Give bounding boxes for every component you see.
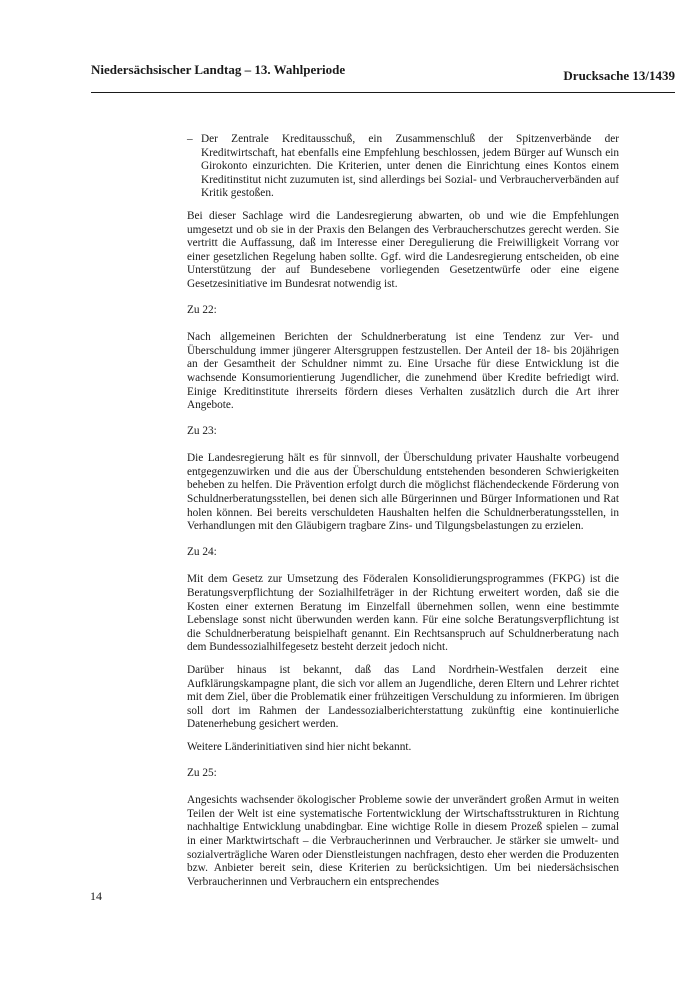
- section-heading-zu-23: Zu 23:: [187, 424, 217, 437]
- paragraph-zu-24-2: Darüber hinaus ist bekannt, daß das Land Nordrhein-Westfalen derzeit eine Aufklärungskampagne plant, die sich vor allem an Jugendliche, deren Eltern und Lehrer richtet mit dem Ziel, über die Problematik einer frühzeitigen Verschuldung zu informieren. Im übrigen soll dort im Rahmen der Landessozialberichterstattung zukünftig eine kontinuierliche Datenerhebung gesichert werden.: [187, 664, 619, 731]
- section-heading-zu-25: Zu 25:: [187, 766, 217, 779]
- page-number: 14: [90, 889, 102, 903]
- paragraph-zu-22: Nach allgemeinen Berichten der Schuldnerberatung ist eine Tendenz zur Ver- und Überschuldung immer jüngerer Altersgruppen festzustellen. Der Anteil der 18- bis 20jährigen an der Gesamtheit der Schuldner nimmt zu. Eine Ursache für diese Entwicklung ist die wachsende Konsumorientierung Jugendlicher, die zunehmend über Kredite befriedigt wird. Einige Kreditinstitute ihrerseits fördern dieses Verhalten zusätzlich durch die Art ihrer Angebote.: [187, 331, 619, 412]
- document-number: Drucksache 13/1439: [563, 68, 675, 83]
- paragraph-zu-25: Angesichts wachsender ökologischer Probleme sowie der unverändert großen Armut in weiten Teilen der Welt ist eine systematische Fortentwicklung der Wirtschaftsstrukturen in Richtung nachhaltige Entwicklung unabdingbar. Eine wichtige Rolle in diesem Prozeß spielen – zumal in einer Marktwirtschaft – die Verbraucherinnen und Verbraucher. Je stärker sie umwelt- und sozialverträgliche Waren oder Dienstleistungen nachfragen, desto eher werden die Produzenten bzw. Anbieter bereit sein, diese Kriterien zu berücksichtigen. Um bei niedersächsischen Verbraucherinnen und Verbrauchern ein entsprechendes: [187, 794, 619, 888]
- paragraph-zu-23: Die Landesregierung hält es für sinnvoll, der Überschuldung privater Haushalte vorbeugend entgegenzuwirken und die aus der Überschuldung entstehenden besonderen Schwierigkeiten beheben zu helfen. Die Prävention erfolgt durch die möglichst flächendeckende Förderung von Schuldnerberatungsstellen, bei denen sich alle Bürgerinnen und Bürger Informationen und Rat holen können. Bei bereits verschuldeten Haushalten helfen die Schuldnerberatungsstellen, in Verhandlungen mit den Gläubigern tragbare Zins- und Tilgungsbelastungen zu erzielen.: [187, 452, 619, 533]
- document-body: [187, 133, 619, 898]
- bullet-text: Der Zentrale Kreditausschuß, ein Zusammenschluß der Spitzenverbände der Kreditwirtschaft, hat ebenfalls eine Empfehlung beschlossen, jedem Bürger auf Wunsch ein Girokonto einzurichten. Die Kriterien, unter denen die Einrichtung eines Kontos einem Kreditinstitut nicht zuzumuten ist, sind allerdings bei Sozial- und Verbraucherverbänden auf Kritik gestoßen.: [201, 133, 619, 200]
- page-header: [91, 62, 675, 84]
- paragraph-zu-24-1: Mit dem Gesetz zur Umsetzung des Föderalen Konsolidierungsprogrammes (FKPG) ist die Beratungsverpflichtung der Sozialhilfeträger in der Richtung erweitert worden, daß sie die Kosten einer externen Beratung im Einzelfall übernehmen sollen, wenn eine bestimmte Lebenslage sonst nicht überwunden werden kann. Für eine solche Beratungsverpflichtung ist die Schuldnerberatung beispielhaft genannt. Ein Rechtsanspruch auf Schuldnerberatung nach dem Bundessozialhilfegesetz besteht derzeit jedoch nicht.: [187, 573, 619, 654]
- header-title: Niedersächsischer Landtag – 13. Wahlperiode: [91, 62, 346, 77]
- section-heading-zu-24: Zu 24:: [187, 545, 217, 558]
- header-divider: [91, 92, 675, 93]
- paragraph-sachlage: Bei dieser Sachlage wird die Landesregierung abwarten, ob und wie die Empfehlungen umgesetzt und ob sie in der Praxis den Belangen des Verbraucherschutzes gerecht werden. Sie vertritt die Auffassung, daß im Interesse einer Deregulierung die Freiwilligkeit Vorrang vor einer gesetzlichen Regelung haben sollte. Ggf. wird die Landesregierung entscheiden, ob eine Unterstützung der auf Bundesebene vorliegenden Gesetzentwürfe oder eine eigene Gesetzesinitiative im Bundesrat notwendig ist.: [187, 209, 619, 290]
- bullet-dash: –: [187, 133, 193, 145]
- paragraph-zu-24-3: Weitere Länderinitiativen sind hier nicht bekannt.: [187, 740, 412, 753]
- bullet-item: [187, 133, 619, 201]
- section-heading-zu-22: Zu 22:: [187, 303, 217, 316]
